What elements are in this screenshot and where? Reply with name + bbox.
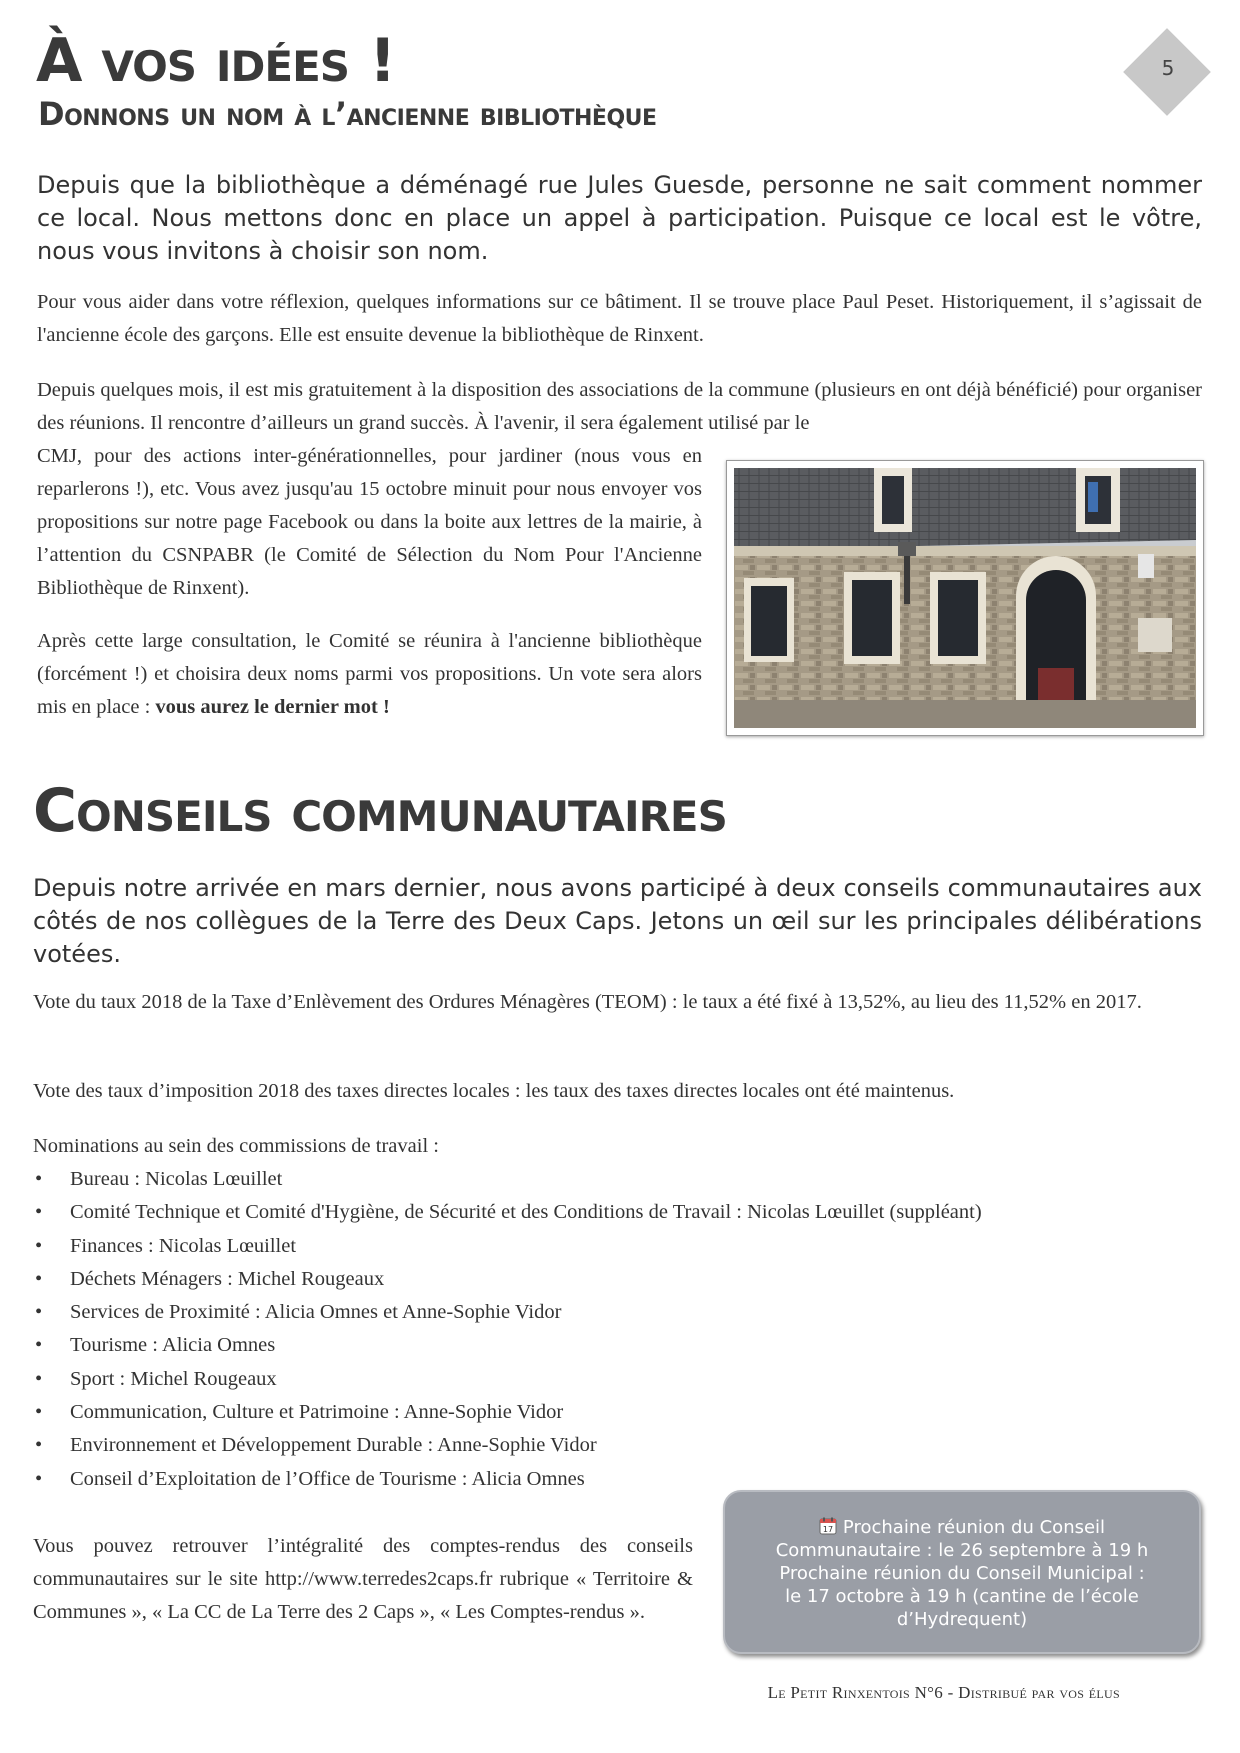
callout-line-2: Communautaire : le 26 septembre à 19 h — [775, 1540, 1149, 1561]
next-meetings-callout — [723, 1490, 1201, 1654]
section1-paragraph-3: Après cette large consultation, le Comité se réunira à l'ancienne bibliothèque (forcément !) et choisira deux noms parmi vos propositions. Un vote sera alors mis en place : vous aurez le dernier mot ! — [37, 630, 702, 718]
section1-lead: Depuis que la bibliothèque a déménagé rue Jules Guesde, personne ne sait comment nommer ce local. Nous mettons donc en place un appel à participation. Puisque ce local est le vôtre, nous vous invitons à choisir son nom. — [37, 171, 1202, 265]
list-item: • Environnement et Développement Durable : Anne-Sophie Vidor — [33, 1429, 1202, 1462]
page-number: 5 — [1161, 56, 1175, 80]
svg-text:17: 17 — [822, 1525, 834, 1534]
list-item: • Déchets Ménagers : Michel Rougeaux — [33, 1263, 1202, 1296]
library-building-photo — [726, 460, 1204, 736]
footer-publication: Le Petit Rinxentois N°6 - Distribué par vos élus — [767, 1683, 1120, 1702]
list-item: • Comité Technique et Comité d'Hygiène, de Sécurité et des Conditions de Travail : Nicolas Lœuillet (suppléant) — [33, 1196, 1202, 1229]
section1-paragraph-2: Depuis quelques mois, il est mis gratuitement à la disposition des associations de la commune (plusieurs en ont déjà bénéficié) pour organiser des réunions. Il rencontre d’ailleurs un grand succès. À l'avenir, il sera également utilisé par le — [37, 379, 1202, 434]
section2-lead: Depuis notre arrivée en mars dernier, nous avons participé à deux conseils communautaires aux côtés de nos collègues de la Terre des Deux Caps. Jetons un œil sur les principales délibérations votées. — [33, 874, 1202, 968]
section2-paragraph-teom: Vote du taux 2018 de la Taxe d’Enlèvement des Ordures Ménagères (TEOM) : le taux a été fixé à 13,52%, au lieu des 11,52% en 2017. — [33, 991, 1142, 1013]
nominations-intro: Nominations au sein des commissions de travail : — [33, 1135, 439, 1157]
section-subtitle-library: Donnons un nom à l’ancienne bibliothèque — [38, 95, 657, 133]
section-title-councils: Conseils communautaires — [33, 776, 727, 846]
list-item: • Sport : Michel Rougeaux — [33, 1363, 1202, 1396]
list-item: • Communication, Culture et Patrimoine : Anne-Sophie Vidor — [33, 1396, 1202, 1429]
list-item: • Conseil d’Exploitation de l’Office de Tourisme : Alicia Omnes — [33, 1463, 1202, 1496]
section1-paragraph-2-wrap: CMJ, pour des actions inter-générationnelles, pour jardiner (nous vous en reparlerons !), etc. Vous avez jusqu'au 15 octobre minuit pour nous envoyer vos propositions sur notre page Facebook ou dans la boite aux lettres de la mairie, à l’attention du CSNPABR (le Comité de Sélection du Nom Pour l'Ancienne Bibliothèque de Rinxent). — [37, 445, 702, 599]
list-item: • Finances : Nicolas Lœuillet — [33, 1230, 1202, 1263]
section1-paragraph-1: Pour vous aider dans votre réflexion, quelques informations sur ce bâtiment. Il se trouve place Paul Peset. Historiquement, il s’agissait de l'ancienne école des garçons. Elle est ensuite devenue la bibliothèque de Rinxent. — [37, 291, 1202, 346]
calendar-icon — [819, 1517, 837, 1535]
section-title-ideas: À vos idées ! — [36, 26, 396, 96]
nominations-list — [33, 1163, 1202, 1496]
callout-line-5: d’Hydrequent) — [896, 1609, 1028, 1630]
callout-line-1: Prochaine réunion du Conseil — [842, 1517, 1106, 1538]
section2-paragraph-taxes: Vote des taux d’imposition 2018 des taxes directes locales : les taux des taxes directes locales ont été maintenus. — [33, 1080, 955, 1102]
list-item: • Tourisme : Alicia Omnes — [33, 1329, 1202, 1362]
callout-line-4: le 17 octobre à 19 h (cantine de l’école — [785, 1586, 1139, 1607]
section2-closing: Vous pouvez retrouver l’intégralité des comptes-rendus des conseils communautaires sur le site http://www.terredes2caps.fr rubrique « Territoire & Communes », « La CC de La Terre des 2 Caps », « Les Comptes-rendus ». — [33, 1535, 693, 1623]
callout-line-3: Prochaine réunion du Conseil Municipal : — [779, 1563, 1145, 1584]
list-item: • Bureau : Nicolas Lœuillet — [33, 1163, 1202, 1196]
list-item: • Services de Proximité : Alicia Omnes et Anne-Sophie Vidor — [33, 1296, 1202, 1329]
